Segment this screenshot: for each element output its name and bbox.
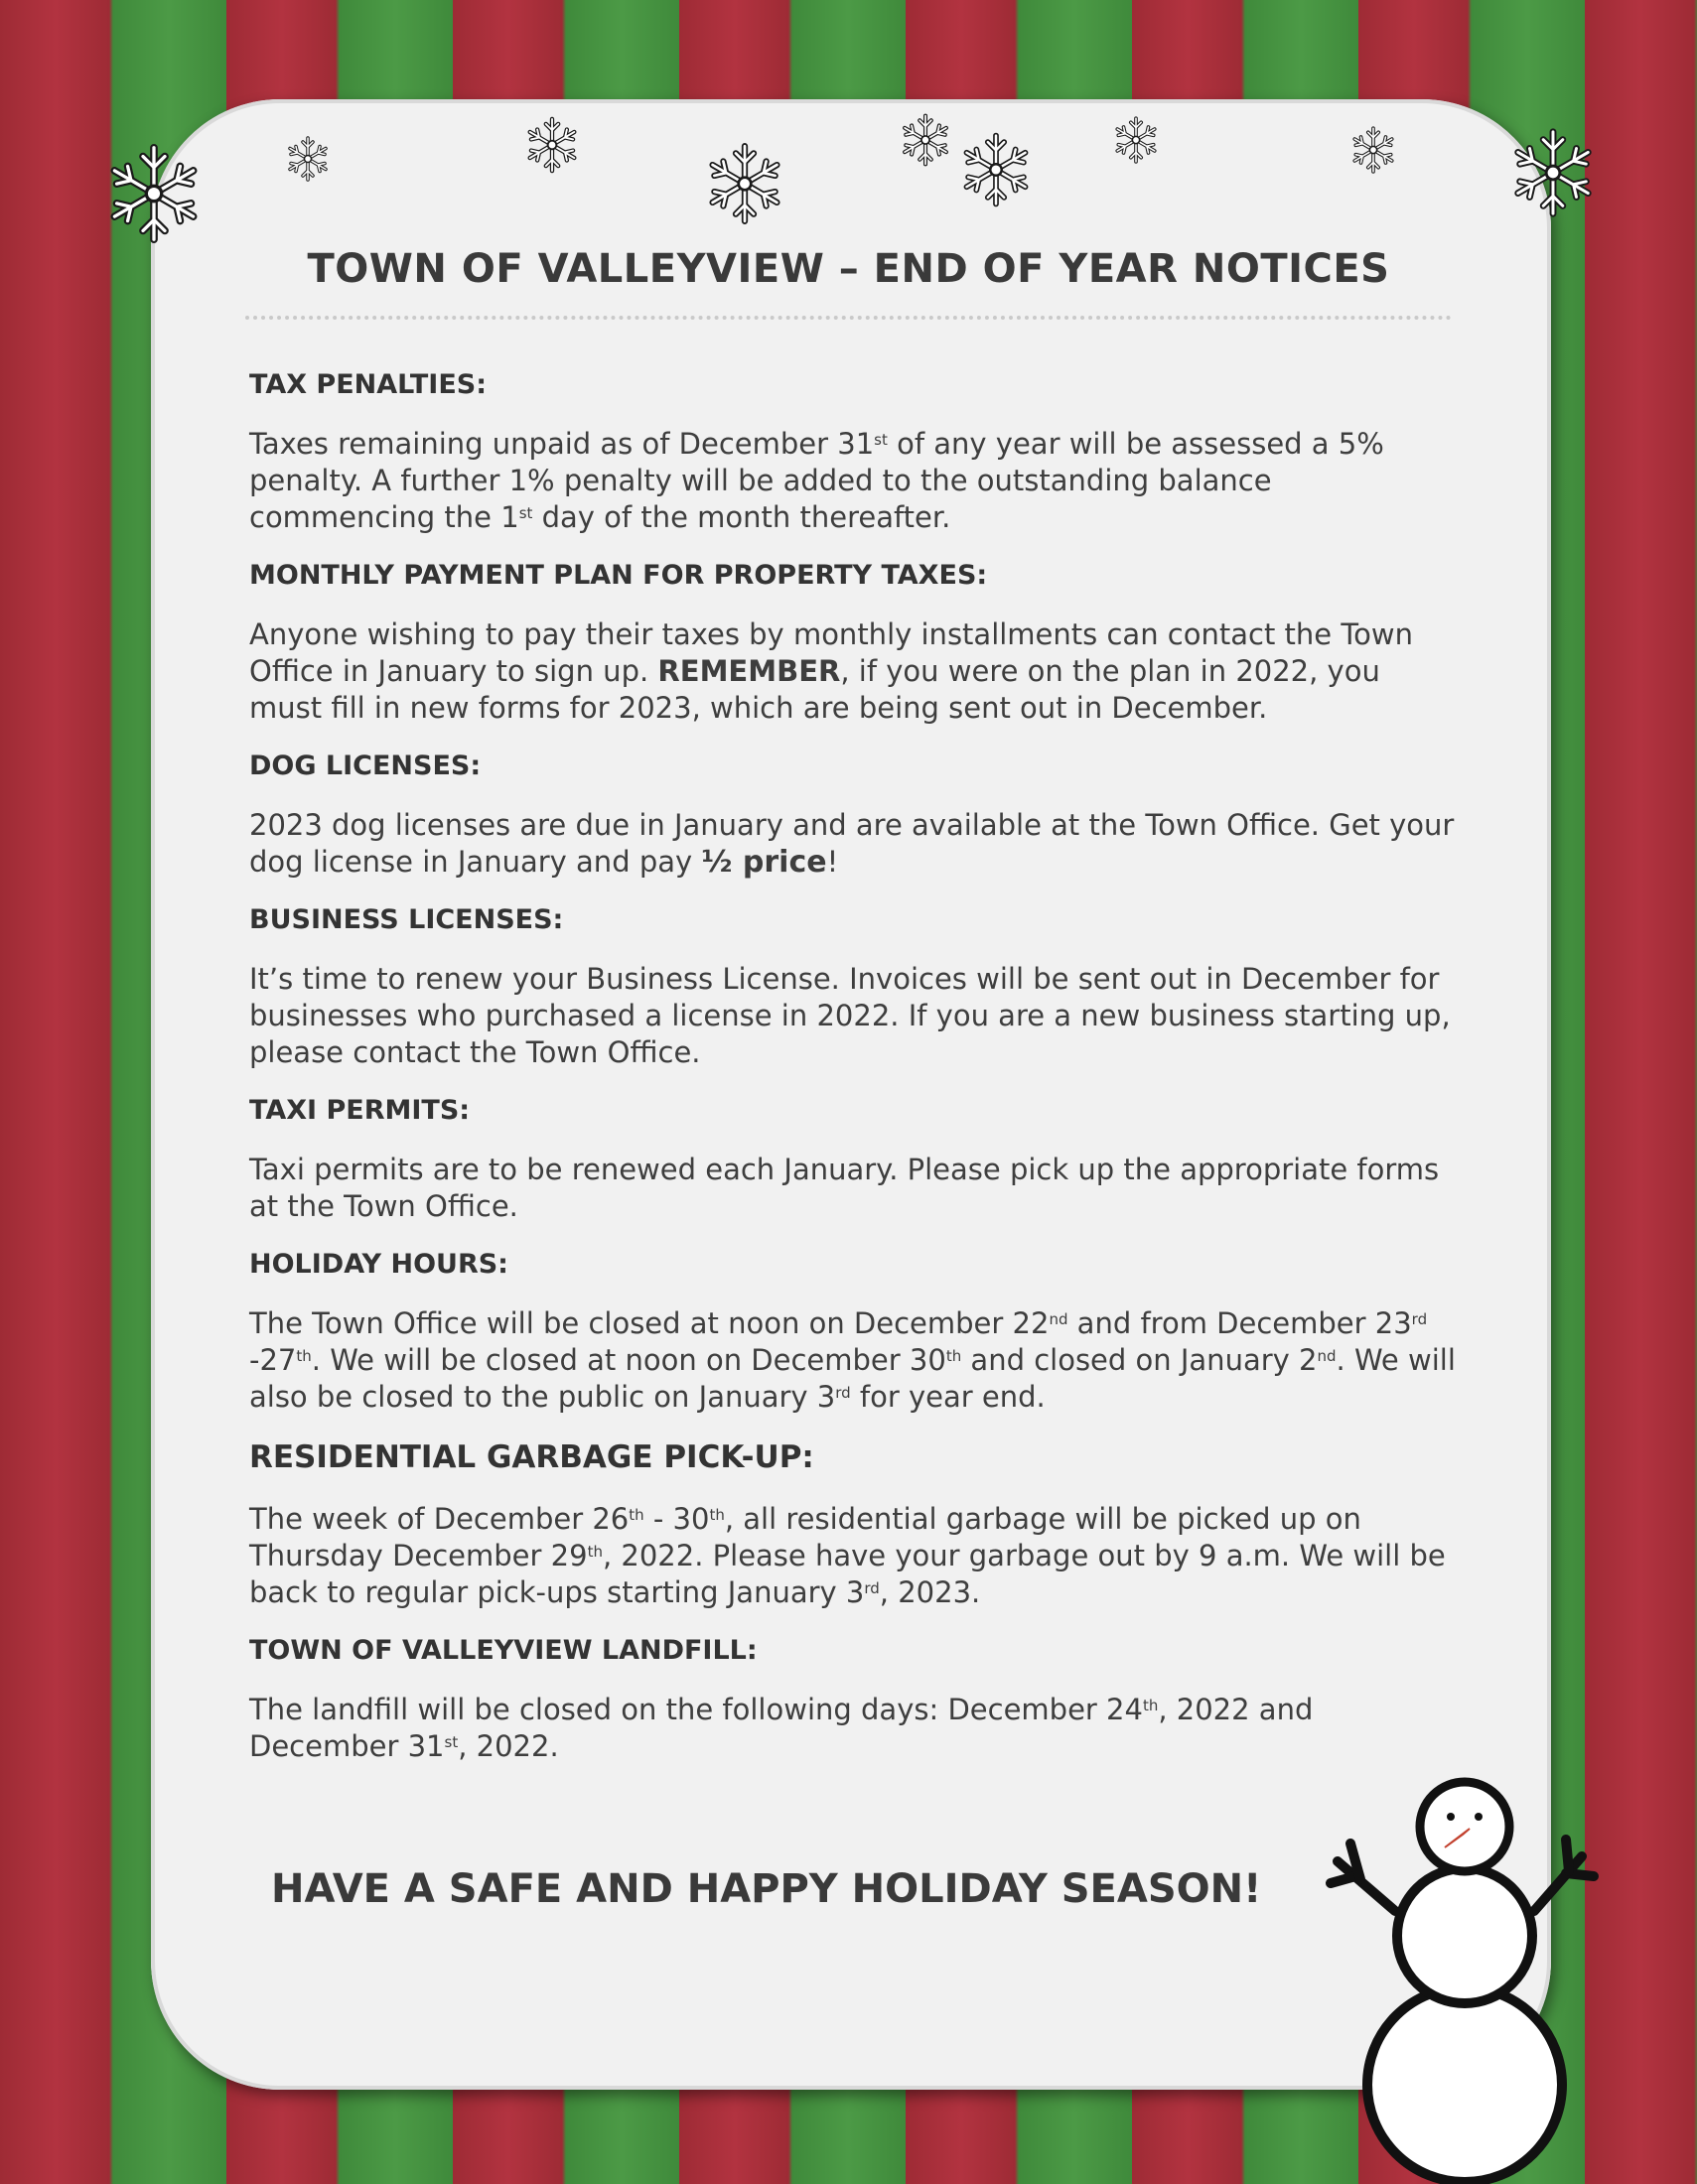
taxi-permits-text: Taxi permits are to be renewed each January. Please pick up the appropriate forms at the Town Office. [249,1153,1440,1223]
snowflake-icon [1347,124,1399,176]
dog-licenses-text: 2023 dog licenses are due in January and are available at the Town Office. Get your dog license in January and pay ½ price! [249,808,1455,880]
business-licenses-text: It’s time to renew your Business License. Invoices will be sent out in December for businesses who purchased a license in 2022. If you are a new business starting up, please contact the Town Office. [249,962,1451,1069]
snowflake-icon [1504,124,1602,221]
snowflake-icon [99,139,209,248]
monthly-plan-heading: MONTHLY PAYMENT PLAN FOR PROPERTY TAXES: [249,560,988,591]
tax-penalties-text: Taxes remaining unpaid as of December 31st of any year will be assessed a 5% penalty. A further 1% penalty will be added to the outstanding balance commencing the 1st day of the month thereafter. [249,427,1384,534]
garbage-pickup-text: The week of December 26th - 30th, all residential garbage will be picked up on Thursday December 29th, 2022. Please have your garbage out by 9 a.m. We will be back to regular pick-ups starting January 3rd, 2023. [249,1502,1446,1609]
monthly-plan-text: Anyone wishing to pay their taxes by monthly installments can contact the Town Office in January to sign up. REMEMBER, if you were on the plan in 2022, you must fill in new forms for 2023, which are being sent out in December. [249,617,1413,725]
title-divider [245,316,1452,320]
snowflake-icon [521,114,583,176]
snowman-icon [1316,1762,1614,2184]
taxi-permits-heading: TAXI PERMITS: [249,1095,471,1126]
tax-penalties-heading: TAX PENALTIES: [249,369,488,400]
notices-body [249,369,1461,1789]
snowflake-icon [955,129,1037,210]
dog-licenses-heading: DOG LICENSES: [249,751,482,781]
landfill-text: The landfill will be closed on the following days: December 24th, 2022 and December 31st, 2022. [249,1693,1314,1763]
holiday-hours-text: The Town Office will be closed at noon on December 22nd and from December 23rd -27th. We will be closed at noon on December 30th and closed on January 2nd. We will also be closed to the public on January 3rd for year end. [249,1306,1456,1414]
closing-message: HAVE A SAFE AND HAPPY HOLIDAY SEASON! [271,1866,1262,1912]
snowflake-icon [283,134,333,184]
holiday-hours-heading: HOLIDAY HOURS: [249,1249,508,1280]
page-title: TOWN OF VALLEYVIEW – END OF YEAR NOTICES [307,246,1390,292]
snowflake-icon [897,111,954,169]
snowflake-icon [700,139,789,228]
garbage-pickup-heading: RESIDENTIAL GARBAGE PICK-UP: [249,1439,814,1475]
snowflake-icon [1110,114,1162,166]
business-licenses-heading: BUSINESS LICENSES: [249,904,564,935]
landfill-heading: TOWN OF VALLEYVIEW LANDFILL: [249,1635,758,1666]
